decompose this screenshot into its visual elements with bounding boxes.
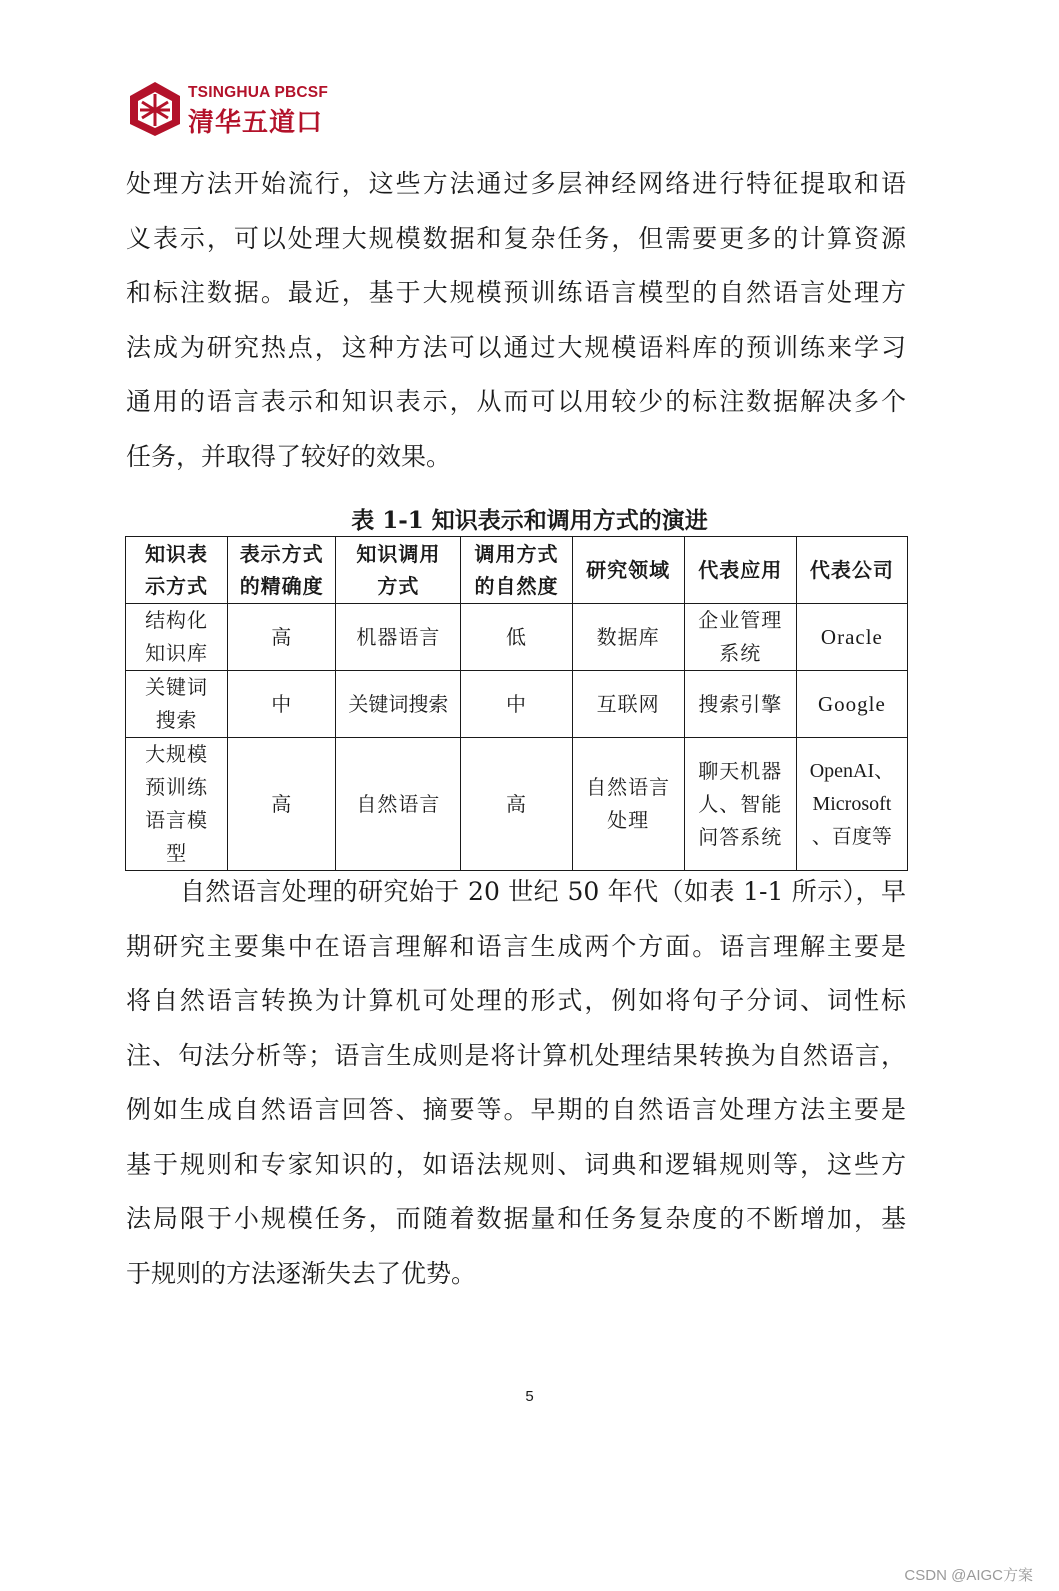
table-cell: 聊天机器 人、智能 问答系统 xyxy=(684,738,796,871)
table-cell: 搜索引擎 xyxy=(684,671,796,738)
table-cell: 中 xyxy=(228,671,336,738)
logo-chinese-text: 清华五道口 xyxy=(188,108,324,138)
paragraph-line: 义表示，可以处理大规模数据和复杂任务，但需要更多的计算资源 xyxy=(126,223,906,253)
header-cell: 表示方式 的精确度 xyxy=(228,537,336,604)
table-cell: 自然语言 xyxy=(336,738,461,871)
table-cell: 关键词 搜索 xyxy=(126,671,228,738)
table-cell: 机器语言 xyxy=(336,604,461,671)
table-header-row xyxy=(126,537,908,604)
header-cell: 研究领域 xyxy=(572,537,684,604)
logo-english-text: TSINGHUA PBCSF xyxy=(188,84,329,101)
knowledge-evolution-table xyxy=(125,536,908,871)
paragraph-line: 注、句法分析等；语言生成则是将计算机处理结果转换为自然语言， xyxy=(126,1040,906,1070)
body-paragraph-1 xyxy=(126,157,906,484)
table-cell: Google xyxy=(796,671,907,738)
header-cell: 代表公司 xyxy=(796,537,907,604)
table-caption: 表 1-1 知识表示和调用方式的演进 xyxy=(351,507,708,534)
paragraph-line: 将自然语言转换为计算机可处理的形式，例如将句子分词、词性标 xyxy=(126,986,906,1015)
table-cell: 中 xyxy=(461,671,572,738)
page-number: 5 xyxy=(525,1388,534,1405)
table-cell: 企业管理 系统 xyxy=(684,604,796,671)
paragraph-line: 基于规则和专家知识的，如语法规则、词典和逻辑规则等，这些方 xyxy=(126,1149,906,1179)
header-cell: 代表应用 xyxy=(684,537,796,604)
paragraph-line: 自然语言处理的研究始于 20 世纪 50 年代（如表 1-1 所示），早 xyxy=(180,877,906,906)
header-cell: 知识调用 方式 xyxy=(336,537,461,604)
paragraph-line: 期研究主要集中在语言理解和语言生成两个方面。语言理解主要是 xyxy=(126,931,906,961)
paragraph-line: 任务，并取得了较好的效果。 xyxy=(126,441,452,471)
table-cell: 互联网 xyxy=(572,671,684,738)
csdn-watermark: CSDN @AIGC方案 xyxy=(904,1567,1033,1584)
table-cell: 大规模 预训练 语言模 型 xyxy=(126,738,228,871)
table-cell: 高 xyxy=(461,738,572,871)
table-cell: Oracle xyxy=(796,604,907,671)
paragraph-line: 法局限于小规模任务，而随着数据量和任务复杂度的不断增加，基 xyxy=(126,1204,906,1233)
paragraph-line: 处理方法开始流行，这些方法通过多层神经网络进行特征提取和语 xyxy=(126,169,906,198)
paragraph-line: 法成为研究热点，这种方法可以通过大规模语料库的预训练来学习 xyxy=(126,332,906,362)
header-cell: 调用方式 的自然度 xyxy=(461,537,572,604)
table-cell: OpenAI、 Microsoft 、百度等 xyxy=(796,738,907,871)
table-row xyxy=(126,738,908,871)
table-cell: 结构化 知识库 xyxy=(126,604,228,671)
header-cell: 知识表 示方式 xyxy=(126,537,228,604)
tsinghua-pbcsf-logo xyxy=(128,80,343,138)
table-row xyxy=(126,604,908,671)
logo-mark-icon xyxy=(128,80,182,138)
paragraph-line: 例如生成自然语言回答、摘要等。早期的自然语言处理方法主要是 xyxy=(126,1095,906,1124)
table-cell: 高 xyxy=(228,604,336,671)
table-cell: 数据库 xyxy=(572,604,684,671)
paragraph-line: 通用的语言表示和知识表示，从而可以用较少的标注数据解决多个 xyxy=(126,387,906,416)
table-cell: 低 xyxy=(461,604,572,671)
table-cell: 关键词搜索 xyxy=(336,671,461,738)
table-cell: 高 xyxy=(228,738,336,871)
body-paragraph-2 xyxy=(126,865,906,1301)
paragraph-line: 于规则的方法逐渐失去了优势。 xyxy=(126,1258,477,1288)
table-row xyxy=(126,671,908,738)
paragraph-line: 和标注数据。最近，基于大规模预训练语言模型的自然语言处理方 xyxy=(126,278,906,307)
table-cell: 自然语言 处理 xyxy=(572,738,684,871)
